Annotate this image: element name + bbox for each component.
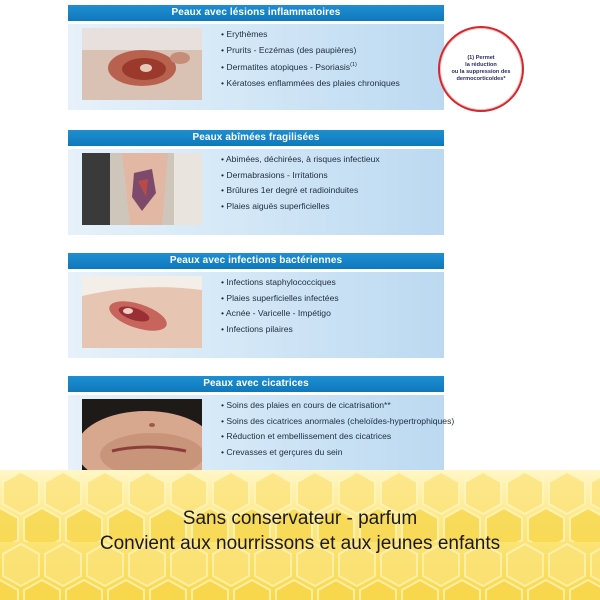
list-item-text: Dermatites atopiques - Psoriasis xyxy=(226,62,351,73)
list-item: • Dermabrasions - Irritations xyxy=(221,168,380,184)
list-item: • Soins des plaies en cours de cicatrisation** xyxy=(221,398,454,414)
list-item xyxy=(221,58,400,75)
tagline-no-preservative: Sans conservateur - parfum xyxy=(182,508,418,529)
scar-photo xyxy=(82,399,202,471)
inflamed-skin-photo xyxy=(82,28,202,100)
seal-line: dermocorticoïdes* xyxy=(456,76,506,82)
section-title: Peaux abîmées fragilisées xyxy=(68,130,444,146)
list-item: • Crevasses et gerçures du sein xyxy=(221,445,454,461)
infected-wound-photo xyxy=(82,276,202,348)
list-item: • Plaies aiguës superficielles xyxy=(221,199,380,215)
damaged-leg-photo xyxy=(82,153,202,225)
section-title: Peaux avec infections bactériennes xyxy=(68,253,444,269)
section-panel xyxy=(68,24,444,110)
section-panel xyxy=(68,149,444,235)
section-panel xyxy=(68,272,444,358)
seal-line: la réduction xyxy=(465,62,497,68)
footnote-mark: (1) xyxy=(350,62,357,69)
list-item: • Soins des cicatrices anormales (cheloïdes-hypertrophiques) xyxy=(221,414,454,430)
section-scars xyxy=(68,376,455,457)
seal-line: ou la suppression des xyxy=(451,69,511,75)
section-inflammatory xyxy=(68,5,444,88)
indication-list xyxy=(221,27,400,91)
dermocorticoid-seal xyxy=(438,26,524,112)
list-item: • Brûlures 1er degré et radioinduites xyxy=(221,183,380,199)
list-item: • Infections staphylococciques xyxy=(221,275,339,291)
list-item: • Prurits - Eczémas (des paupières) xyxy=(221,43,400,59)
section-damaged xyxy=(68,130,444,211)
section-title: Peaux avec lésions inflammatoires xyxy=(68,5,444,21)
section-bacterial xyxy=(68,253,444,334)
list-item: • Kératoses enflammées des plaies chroniques xyxy=(221,76,400,92)
section-panel xyxy=(68,395,455,481)
list-item: • Erythèmes xyxy=(221,27,400,43)
indication-list xyxy=(221,152,380,214)
list-item: • Réduction et embellissement des cicatrices xyxy=(221,429,454,445)
seal-line: (1) Permet xyxy=(467,55,495,61)
indication-list xyxy=(221,398,454,460)
indication-list xyxy=(221,275,339,337)
list-item: • Infections pilaires xyxy=(221,322,339,338)
list-item: • Abimées, déchirées, à risques infectieux xyxy=(221,152,380,168)
list-item: • Plaies superficielles infectées xyxy=(221,291,339,307)
section-title: Peaux avec cicatrices xyxy=(68,376,444,392)
list-item: • Acnée - Varicelle - Impétigo xyxy=(221,306,339,322)
tagline-suitable-infants: Convient aux nourrissons et aux jeunes enfants xyxy=(99,533,501,554)
